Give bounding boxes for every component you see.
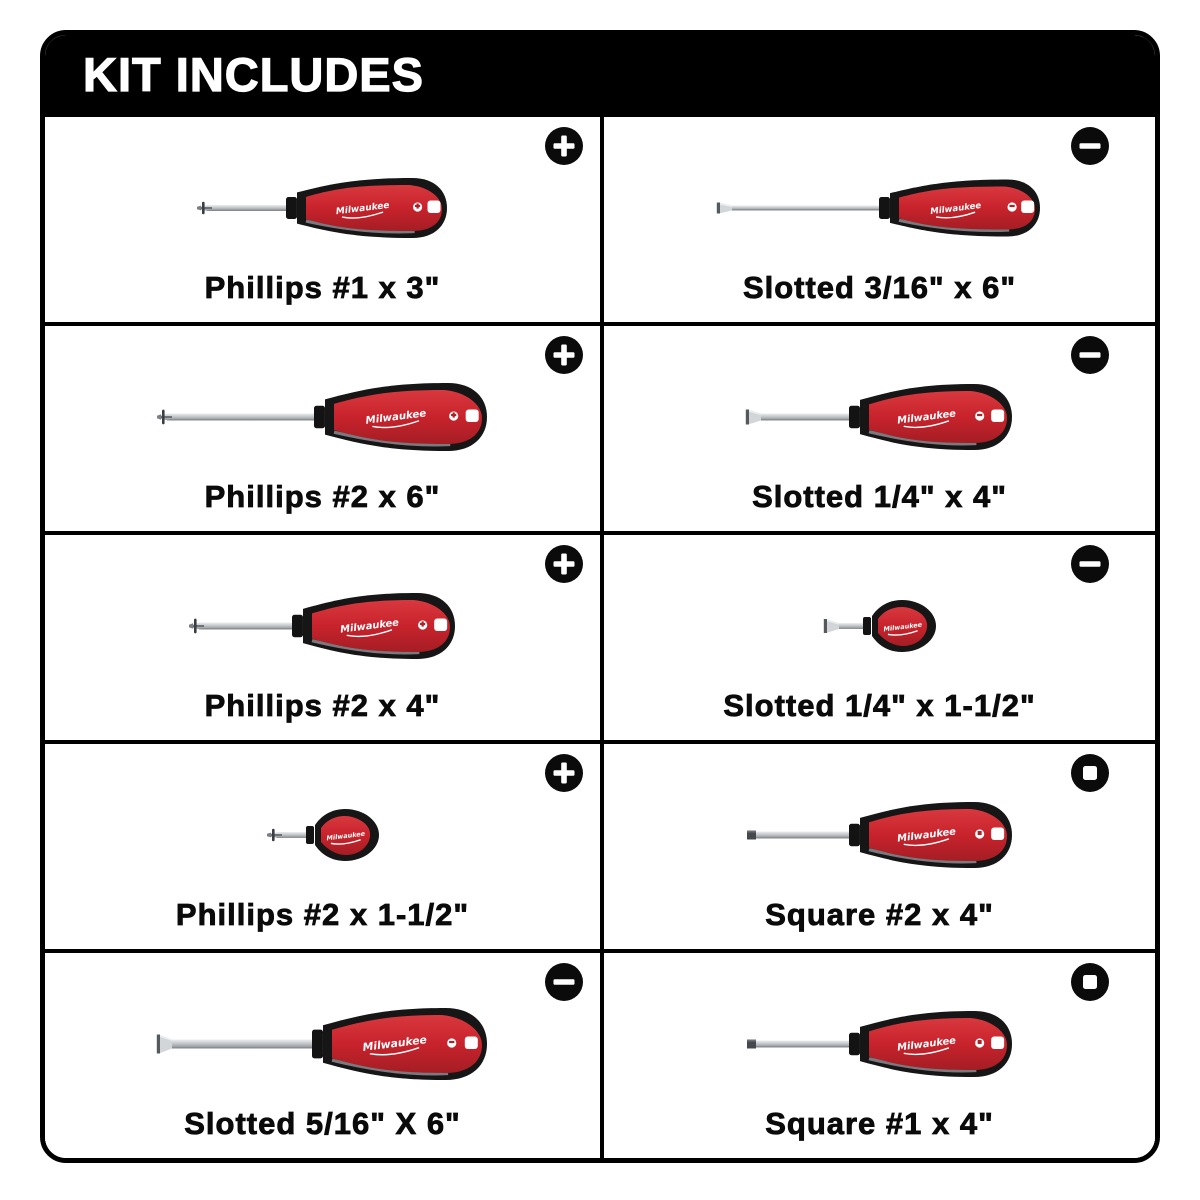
kit-item-label: Square #2 x 4"	[765, 897, 994, 932]
svg-text:Milwaukee: Milwaukee	[361, 1032, 428, 1054]
kit-item-square-1-x-4	[600, 949, 1155, 1158]
svg-text:Milwaukee: Milwaukee	[882, 620, 923, 633]
kit-item-phillips-2-x-6	[45, 322, 600, 531]
kit-item-phillips-2-x-1-1-2	[45, 740, 600, 949]
screwdriver-image	[45, 774, 600, 895]
kit-item-label: Phillips #2 x 4"	[204, 688, 441, 723]
svg-text:Milwaukee: Milwaukee	[364, 407, 427, 427]
kit-includes-panel	[40, 30, 1160, 1163]
svg-text:Milwaukee: Milwaukee	[339, 616, 400, 636]
kit-item-slotted-5-16-x-6	[45, 949, 600, 1158]
screwdriver-image	[45, 983, 600, 1104]
svg-text:Milwaukee: Milwaukee	[325, 829, 366, 842]
svg-text:Milwaukee: Milwaukee	[896, 825, 957, 845]
screwdriver-image	[604, 774, 1155, 895]
kit-item-slotted-1-4-x-1-1-2	[600, 531, 1155, 740]
kit-includes-header	[45, 35, 1155, 113]
kit-item-slotted-3-16-x-6	[600, 113, 1155, 322]
svg-text:Milwaukee: Milwaukee	[334, 200, 390, 217]
kit-item-phillips-1-x-3	[45, 113, 600, 322]
kit-item-label: Slotted 5/16" X 6"	[184, 1106, 461, 1141]
screwdriver-image	[604, 565, 1155, 686]
kit-item-phillips-2-x-4	[45, 531, 600, 740]
kit-item-label: Square #1 x 4"	[765, 1106, 994, 1141]
kit-item-slotted-1-4-x-4	[600, 322, 1155, 531]
kit-item-label: Slotted 1/4" x 4"	[752, 479, 1007, 514]
screwdriver-image	[45, 356, 600, 477]
kit-item-label: Slotted 1/4" x 1-1/2"	[723, 688, 1036, 723]
kit-grid	[45, 113, 1155, 1158]
kit-item-label: Slotted 3/16" x 6"	[742, 270, 1017, 305]
kit-item-label: Phillips #1 x 3"	[204, 270, 441, 305]
svg-text:Milwaukee: Milwaukee	[929, 200, 982, 217]
screwdriver-image	[45, 565, 600, 686]
svg-text:Milwaukee: Milwaukee	[896, 1034, 957, 1054]
kit-item-square-2-x-4	[600, 740, 1155, 949]
kit-includes-title: KIT INCLUDES	[83, 47, 424, 101]
screwdriver-image	[604, 147, 1155, 268]
kit-item-label: Phillips #2 x 1-1/2"	[175, 897, 470, 932]
screwdriver-image	[604, 356, 1155, 477]
screwdriver-image	[45, 147, 600, 268]
svg-text:Milwaukee: Milwaukee	[896, 407, 957, 427]
kit-item-label: Phillips #2 x 6"	[204, 479, 441, 514]
screwdriver-image	[604, 983, 1155, 1104]
